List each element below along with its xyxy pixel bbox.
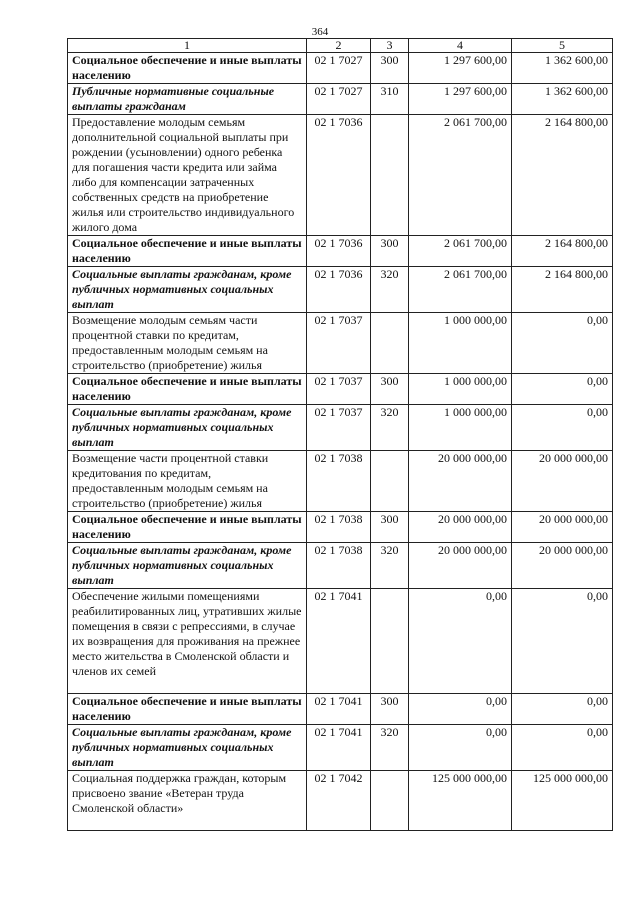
column-header-4: 4 [409,39,512,53]
row-name-cell: Социальное обеспечение и иные выплаты населению [68,374,307,405]
row-name-cell: Социальная поддержка граждан, которым присвоено звание «Ветеран труда Смоленской области» [68,771,307,831]
expense-type-cell: 300 [371,374,409,405]
table-row [68,374,613,405]
amount-year2-cell: 2 164 800,00 [512,236,613,267]
column-header-5: 5 [512,39,613,53]
expense-type-cell: 310 [371,84,409,115]
target-code-cell: 02 1 7042 [307,771,371,831]
table-row [68,405,613,451]
amount-year2-cell: 2 164 800,00 [512,115,613,236]
amount-year2-cell: 0,00 [512,374,613,405]
target-code-cell: 02 1 7041 [307,694,371,725]
table-row [68,771,613,831]
amount-year1-cell: 20 000 000,00 [409,543,512,589]
amount-year1-cell: 2 061 700,00 [409,267,512,313]
amount-year1-cell: 20 000 000,00 [409,451,512,512]
target-code-cell: 02 1 7037 [307,313,371,374]
table-header [68,39,613,53]
amount-year2-cell: 1 362 600,00 [512,53,613,84]
expense-type-cell [371,115,409,236]
target-code-cell: 02 1 7037 [307,405,371,451]
page-number: 364 [311,26,329,38]
row-name-cell: Социальное обеспечение и иные выплаты населению [68,694,307,725]
expense-type-cell: 320 [371,543,409,589]
column-header-1: 1 [68,39,307,53]
expense-type-cell: 300 [371,236,409,267]
row-name-cell: Предоставление молодым семьям дополнительной социальной выплаты при рождении (усыновлении) одного ребенка для погашения части кредита или займа либо для компенсации затраченных собственных средств на приобретение жилья или строительство индивидуального жилого дома [68,115,307,236]
amount-year2-cell: 1 362 600,00 [512,84,613,115]
target-code-cell: 02 1 7038 [307,512,371,543]
expense-type-cell [371,771,409,831]
amount-year1-cell: 1 000 000,00 [409,374,512,405]
table-row [68,84,613,115]
amount-year1-cell: 0,00 [409,694,512,725]
amount-year1-cell: 20 000 000,00 [409,512,512,543]
table-row [68,694,613,725]
column-header-3: 3 [371,39,409,53]
amount-year2-cell: 20 000 000,00 [512,543,613,589]
target-code-cell: 02 1 7037 [307,374,371,405]
target-code-cell: 02 1 7036 [307,236,371,267]
row-name-cell: Социальные выплаты гражданам, кроме публичных нормативных социальных выплат [68,405,307,451]
amount-year1-cell: 1 297 600,00 [409,84,512,115]
expense-type-cell: 300 [371,512,409,543]
expense-type-cell: 300 [371,53,409,84]
table-row [68,236,613,267]
header-row [68,39,613,53]
amount-year2-cell: 0,00 [512,694,613,725]
amount-year2-cell: 2 164 800,00 [512,267,613,313]
expense-type-cell [371,589,409,694]
table-row [68,543,613,589]
expense-type-cell: 320 [371,725,409,771]
amount-year1-cell: 1 000 000,00 [409,405,512,451]
amount-year1-cell: 0,00 [409,725,512,771]
amount-year1-cell: 2 061 700,00 [409,236,512,267]
expense-type-cell: 320 [371,267,409,313]
row-name-cell: Социальное обеспечение и иные выплаты населению [68,53,307,84]
table-row [68,267,613,313]
budget-table [67,38,613,831]
table-row [68,451,613,512]
amount-year1-cell: 2 061 700,00 [409,115,512,236]
amount-year2-cell: 20 000 000,00 [512,451,613,512]
row-name-cell: Публичные нормативные социальные выплаты гражданам [68,84,307,115]
column-header-2: 2 [307,39,371,53]
amount-year1-cell: 1 297 600,00 [409,53,512,84]
amount-year2-cell: 0,00 [512,589,613,694]
target-code-cell: 02 1 7038 [307,451,371,512]
table-row [68,53,613,84]
row-name-cell: Социальные выплаты гражданам, кроме публичных нормативных социальных выплат [68,267,307,313]
target-code-cell: 02 1 7041 [307,589,371,694]
table-row [68,589,613,694]
amount-year1-cell: 125 000 000,00 [409,771,512,831]
row-name-cell: Возмещение части процентной ставки кредитования по кредитам, предоставленным молодым семьям на строительство (приобретение) жилья [68,451,307,512]
target-code-cell: 02 1 7027 [307,53,371,84]
table-row [68,512,613,543]
row-name-cell: Социальное обеспечение и иные выплаты населению [68,236,307,267]
amount-year2-cell: 20 000 000,00 [512,512,613,543]
target-code-cell: 02 1 7027 [307,84,371,115]
table-body [68,53,613,831]
target-code-cell: 02 1 7041 [307,725,371,771]
target-code-cell: 02 1 7036 [307,267,371,313]
expense-type-cell: 320 [371,405,409,451]
expense-type-cell: 300 [371,694,409,725]
expense-type-cell [371,451,409,512]
amount-year2-cell: 0,00 [512,405,613,451]
table-row [68,115,613,236]
target-code-cell: 02 1 7036 [307,115,371,236]
target-code-cell: 02 1 7038 [307,543,371,589]
row-name-cell: Социальное обеспечение и иные выплаты населению [68,512,307,543]
table-row [68,313,613,374]
row-name-cell: Социальные выплаты гражданам, кроме публичных нормативных социальных выплат [68,725,307,771]
row-name-cell: Возмещение молодым семьям части процентной ставки по кредитам, предоставленным молодым семьям на строительство (приобретение) жилья [68,313,307,374]
amount-year1-cell: 0,00 [409,589,512,694]
table-row [68,725,613,771]
amount-year1-cell: 1 000 000,00 [409,313,512,374]
amount-year2-cell: 0,00 [512,725,613,771]
amount-year2-cell: 0,00 [512,313,613,374]
row-name-cell: Социальные выплаты гражданам, кроме публичных нормативных социальных выплат [68,543,307,589]
amount-year2-cell: 125 000 000,00 [512,771,613,831]
expense-type-cell [371,313,409,374]
row-name-cell: Обеспечение жилыми помещениями реабилитированных лиц, утративших жилые помещения в связи с репрессиями, в случае их возвращения для проживания на прежнее место жительства в Смоленской области и членов их семей [68,589,307,694]
